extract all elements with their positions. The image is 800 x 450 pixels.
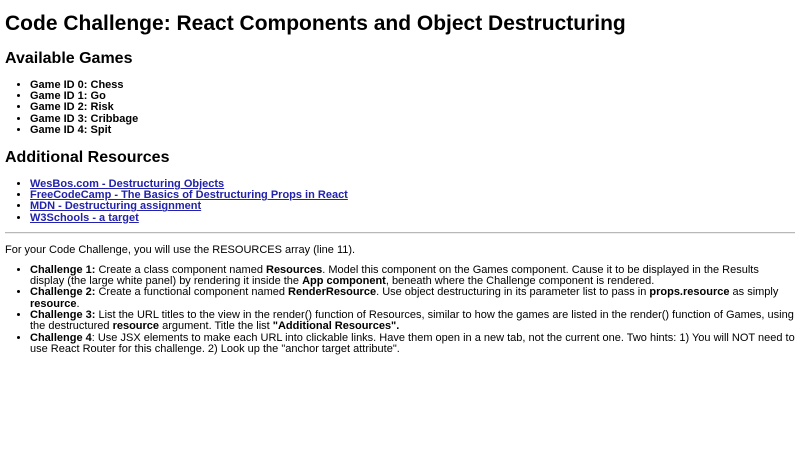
challenge-text: , beneath where the Challenge component is rendered. — [385, 275, 655, 288]
intro-text: For your Code Challenge, you will use the RESOURCES array (line 11). — [5, 243, 356, 256]
challenge-item — [30, 310, 795, 333]
challenge-text: Create a class component named — [95, 263, 266, 276]
games-heading: Available Games — [5, 50, 133, 67]
challenge-keyword: resource — [30, 297, 77, 310]
resource-link-mdn[interactable]: MDN - Destructuring assignment — [30, 200, 202, 213]
challenge-keyword: App component — [302, 275, 386, 288]
challenge-keyword: "Additional Resources". — [272, 320, 400, 333]
resource-link-w3schools[interactable]: W3Schools - a target — [30, 211, 139, 224]
challenge-title: Challenge 3: — [30, 309, 96, 322]
challenge-keyword: RenderResource — [288, 286, 377, 299]
resources-list — [5, 179, 795, 224]
resource-link-freecodecamp[interactable]: FreeCodeCamp - The Basics of Destructuring Props in React — [30, 189, 348, 202]
page-title: Code Challenge: React Components and Object Destructuring — [5, 12, 626, 35]
challenge-keyword: props.resource — [649, 286, 730, 299]
game-item: • Game ID 3: Cribbage — [30, 114, 795, 125]
challenge-title: Challenge 4 — [30, 331, 92, 344]
challenge-text: Create a functional component named — [95, 286, 289, 299]
resource-link-wesbos[interactable]: WesBos.com - Destructuring Objects — [30, 178, 225, 191]
divider — [5, 232, 795, 234]
challenge-keyword: Resources — [266, 263, 323, 276]
game-item: • Game ID 2: Risk — [30, 102, 795, 113]
resource-item — [30, 201, 795, 212]
challenge-text: : Use JSX elements to make each URL into clickable links. Have them open in a new tab, not the current one. Two hints: 1) You will NOT need to use React Router for this challenge. 2) Look up the "anchor target attribute". — [30, 331, 795, 355]
challenge-item — [30, 287, 795, 310]
challenges-list — [5, 265, 795, 355]
challenge-text: . Use object destructuring in its parameter list to pass in — [376, 286, 650, 299]
challenge-title: Challenge 1: — [30, 263, 96, 276]
games-list — [5, 80, 795, 136]
challenge-text: . Model this component on the Games component. Cause it to be displayed in the Results display (the large white panel) by rendering it inside the — [30, 263, 759, 288]
challenge-item — [30, 333, 795, 356]
challenge-text: as simply — [729, 286, 779, 299]
resource-item — [30, 213, 795, 224]
challenge-text: List the URL titles to the view in the render() function of Resources, similar to how the games are listed in the render() function of Games, using the destructured — [30, 309, 794, 333]
game-item: • Game ID 1: Go — [30, 91, 795, 102]
game-item: • Game ID 0: Chess — [30, 80, 795, 91]
challenge-text: argument. Title the list — [159, 320, 273, 333]
challenge-item — [30, 265, 795, 288]
resources-heading: Additional Resources — [5, 149, 170, 167]
game-item: • Game ID 4: Spit — [30, 125, 795, 136]
challenge-title: Challenge 2: — [30, 286, 96, 299]
challenge-keyword: resource — [112, 320, 160, 333]
challenge-text: . — [76, 297, 80, 310]
